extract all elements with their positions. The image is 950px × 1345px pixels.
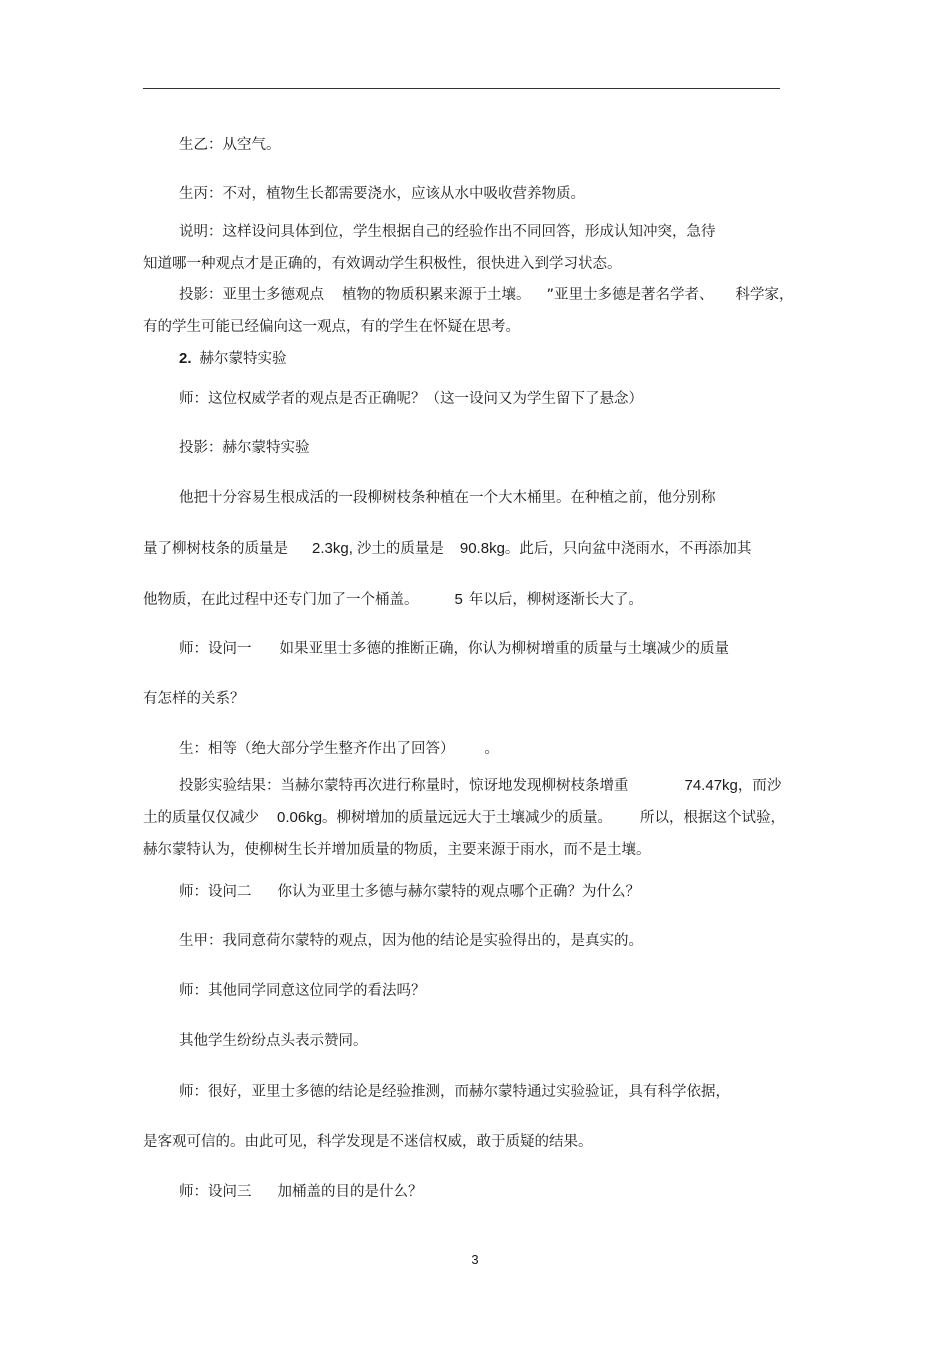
text-run: 生：相等（绝大部分学生整齐作出了回答） [179,741,455,757]
paragraph-line: 他把十分容易生根成活的一段柳树枝条种植在一个大木桶里。在种植之前，他分别称 [179,490,716,506]
paragraph-line [179,883,640,901]
paragraph-line [143,591,643,609]
value-run: 74.47kg [684,777,738,794]
text-run: 。柳树增加的质量远远大于土壤减少的质量。 [322,810,613,826]
text-run: ，而沙 [737,778,782,794]
text-run: 科学家， [735,287,794,303]
header-rule [143,88,780,89]
value-run: 90.8kg [459,540,505,557]
section-number: 2. [179,350,192,367]
text-run: 投影实验结果：当赫尔蒙特再次进行称量时，惊讶地发现柳树枝条增重 [179,778,629,794]
paragraph-line: 投影：赫尔蒙特实验 [179,440,310,456]
paragraph-line: 生乙：从空气。 [179,137,281,153]
paragraph-line: 有的学生可能已经偏向这一观点，有的学生在怀疑在思考。 [143,319,520,335]
paragraph-line: 师：这位权威学者的观点是否正确呢？（这一设问又为学生留下了悬念） [179,391,643,407]
text-run: 。 [484,741,499,757]
paragraph-line: 生甲：我同意荷尔蒙特的观点，因为他的结论是实验得出的，是真实的。 [179,933,643,949]
text-run: 师：设问二 [179,884,252,900]
paragraph-line: 师：其他同学同意这位同学的看法吗？ [179,983,426,999]
section-heading [179,350,287,368]
value-run: 2.3kg, [312,540,353,557]
text-run: ”亚里士多德是著名学者、 [546,287,714,303]
text-run: 沙土的质量是 [356,541,444,557]
paragraph-line [179,640,729,658]
text-run: 所以，根据这个试验， [640,810,786,826]
text-run: 植物的物质积累来源于土壤。 [342,287,531,303]
paragraph-line [179,740,499,758]
paragraph-line: 师：很好，亚里士多德的结论是经验推测，而赫尔蒙特通过实验验证，具有科学依据， [179,1084,730,1100]
text-run: 师：设问三 [179,1184,252,1200]
paragraph-line: 知道哪一种观点才是正确的，有效调动学生积极性，很快进入到学习状态。 [143,256,622,272]
paragraph-line: 说明：这样设问具体到位，学生根据自己的经验作出不同回答，形成认知冲突，急待 [179,224,716,240]
text-run: 师：设问一 [179,641,252,657]
paragraph-line [179,286,794,304]
section-title: 赫尔蒙特实验 [199,351,287,367]
text-run: 你认为亚里士多德与赫尔蒙特的观点哪个正确？为什么？ [277,884,640,900]
paragraph-line [143,540,751,558]
text-run: 量了柳树枝条的质量是 [143,541,288,557]
text-run: 。此后，只向盆中浇雨水，不再添加其 [504,541,752,557]
text-run: 如果亚里士多德的推断正确，你认为柳树增重的质量与土壤减少的质量 [279,641,729,657]
paragraph-line: 赫尔蒙特认为，使柳树生长并增加质量的物质，主要来源于雨水，而不是土壤。 [143,842,651,858]
paragraph-line: 生丙：不对，植物生长都需要浇水，应该从水中吸收营养物质。 [179,186,585,202]
paragraph-line: 有怎样的关系？ [143,691,245,707]
value-run: 0.06kg [277,809,323,826]
paragraph-line [143,809,785,827]
text-run: 年以后，柳树逐渐长大了。 [468,592,643,608]
paragraph-line: 其他学生纷纷点头表示赞同。 [179,1033,368,1049]
paragraph-line: 是客观可信的。由此可见，科学发现是不迷信权威，敢于质疑的结果。 [143,1134,593,1150]
paragraph-line [179,777,781,795]
text-run: 投影：亚里士多德观点 [179,287,324,303]
value-run: 5 [454,591,463,608]
text-run: 他物质，在此过程中还专门加了一个桶盖。 [143,592,419,608]
text-run: 加桶盖的目的是什么？ [277,1184,423,1200]
text-run: 土的质量仅仅减少 [143,810,259,826]
paragraph-line [179,1183,423,1201]
page-number: 3 [471,1252,479,1267]
